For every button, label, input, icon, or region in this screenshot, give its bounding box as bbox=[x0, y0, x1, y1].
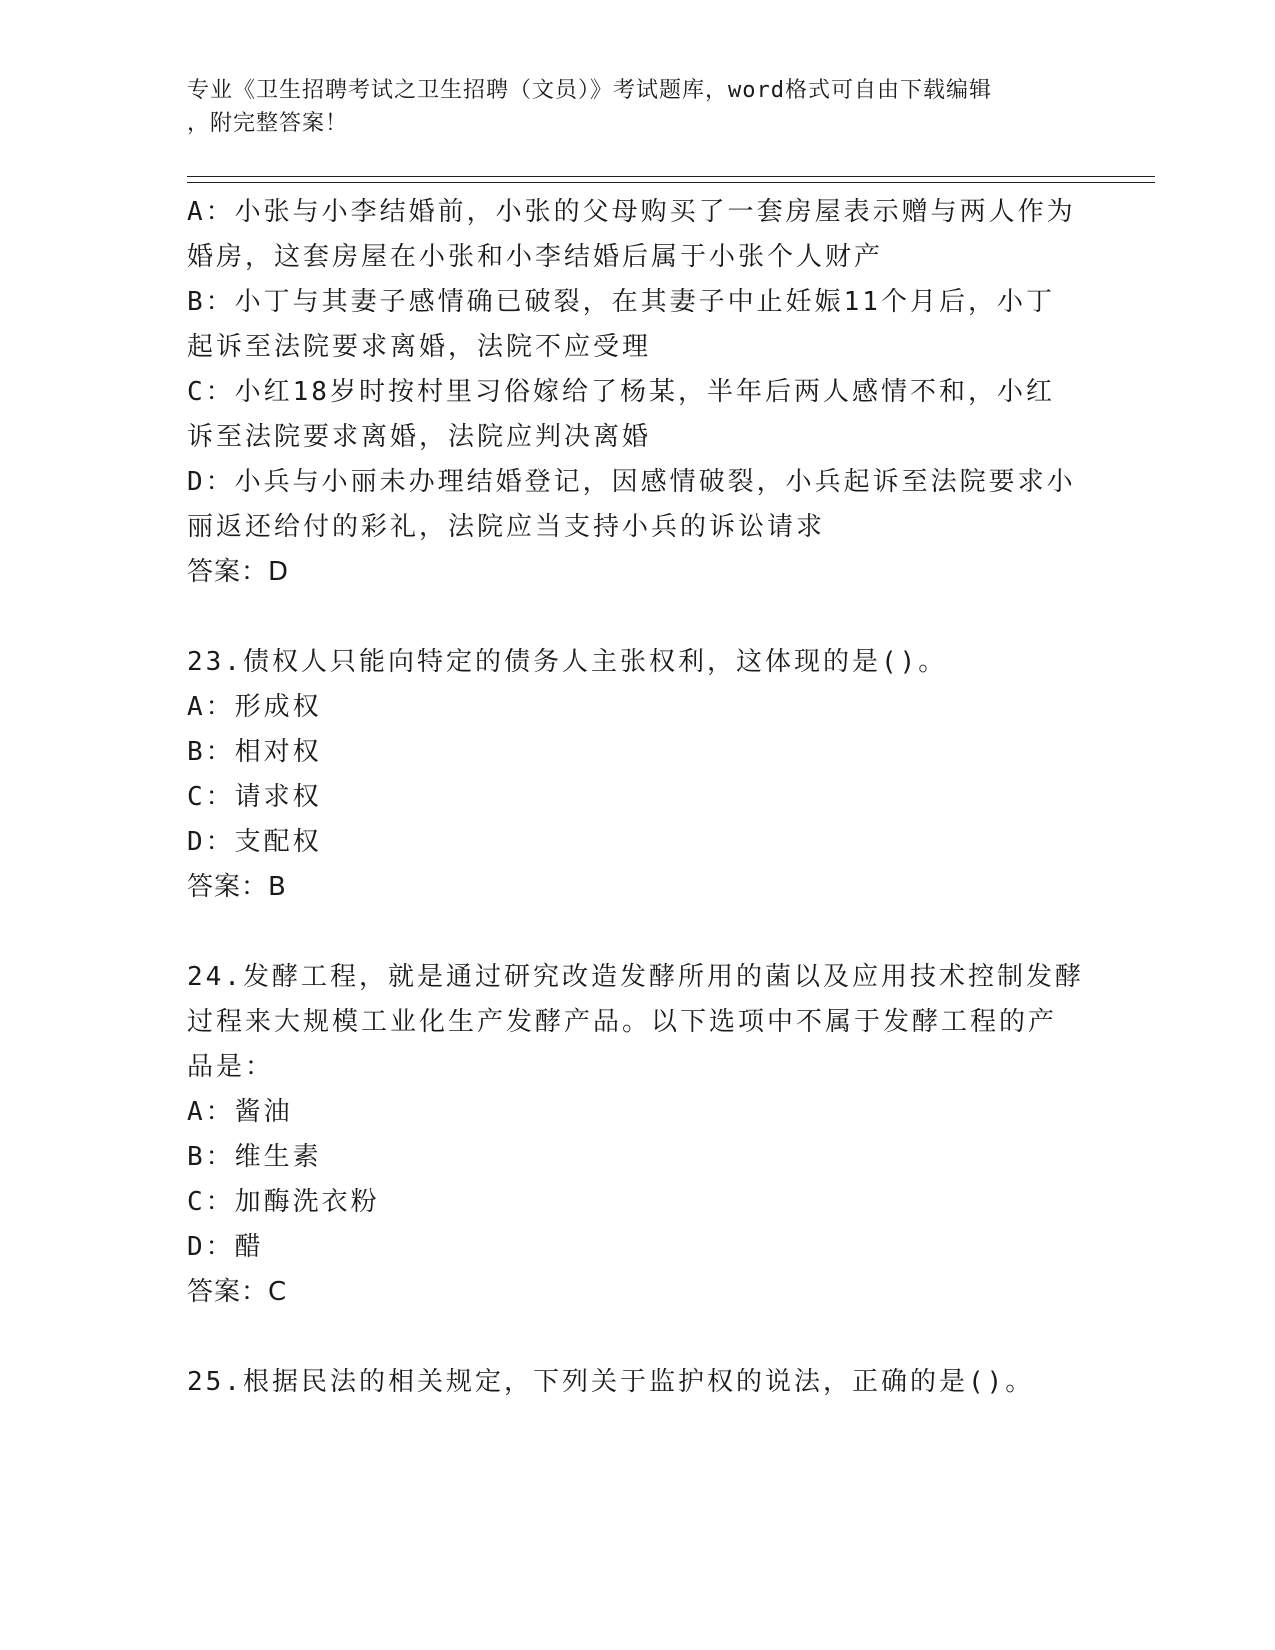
header-line-2: ，附完整答案！ bbox=[187, 111, 349, 136]
option-b-line-1: B：小丁与其妻子感情确已破裂，在其妻子中止妊娠11个月后，小丁 bbox=[187, 287, 1055, 317]
question-22 bbox=[187, 190, 1087, 595]
header-divider-top bbox=[187, 176, 1155, 177]
option-d: D：支配权 bbox=[187, 827, 322, 857]
question-list bbox=[187, 190, 1087, 1405]
header-line-1: 专业《卫生招聘考试之卫生招聘（文员）》考试题库，word格式可自由下载编辑 bbox=[187, 78, 992, 103]
option-b-line-2: 起诉至法院要求离婚，法院不应受理 bbox=[187, 332, 652, 362]
option-a-line-1: A：小张与小李结婚前，小张的父母购买了一套房屋表示赠与两人作为 bbox=[187, 197, 1076, 227]
question-24-line-2: 过程来大规模工业化生产发酵产品。以下选项中不属于发酵工程的产 bbox=[187, 1007, 1058, 1037]
answer-22: 答案：D bbox=[187, 557, 290, 587]
answer-23: 答案：B bbox=[187, 872, 287, 902]
option-d: D：醋 bbox=[187, 1232, 264, 1262]
option-c: C：请求权 bbox=[187, 782, 322, 812]
question-25-text: 25.根据民法的相关规定，下列关于监护权的说法，正确的是()。 bbox=[187, 1367, 1035, 1397]
option-d-line-2: 丽返还给付的彩礼，法院应当支持小兵的诉讼请求 bbox=[187, 512, 826, 542]
option-c-line-2: 诉至法院要求离婚，法院应判决离婚 bbox=[187, 422, 652, 452]
question-24 bbox=[187, 955, 1087, 1315]
option-b: B：相对权 bbox=[187, 737, 322, 767]
question-23-text: 23.债权人只能向特定的债务人主张权利，这体现的是()。 bbox=[187, 647, 948, 677]
document-header bbox=[187, 74, 1067, 140]
question-23 bbox=[187, 640, 1087, 910]
question-24-line-3: 品是： bbox=[187, 1052, 275, 1082]
option-c-line-1: C：小红18岁时按村里习俗嫁给了杨某，半年后两人感情不和，小红 bbox=[187, 377, 1055, 407]
question-24-line-1: 24.发酵工程，就是通过研究改造发酵所用的菌以及应用技术控制发酵 bbox=[187, 962, 1084, 992]
option-b: B：维生素 bbox=[187, 1142, 322, 1172]
option-a: A：形成权 bbox=[187, 692, 322, 722]
header-divider-bottom bbox=[187, 182, 1155, 183]
option-a: A：酱油 bbox=[187, 1097, 293, 1127]
answer-24: 答案：C bbox=[187, 1277, 288, 1307]
option-c: C：加酶洗衣粉 bbox=[187, 1187, 380, 1217]
option-a-line-2: 婚房，这套房屋在小张和小李结婚后属于小张个人财产 bbox=[187, 242, 884, 272]
option-d-line-1: D：小兵与小丽未办理结婚登记，因感情破裂，小兵起诉至法院要求小 bbox=[187, 467, 1076, 497]
question-25 bbox=[187, 1360, 1087, 1405]
